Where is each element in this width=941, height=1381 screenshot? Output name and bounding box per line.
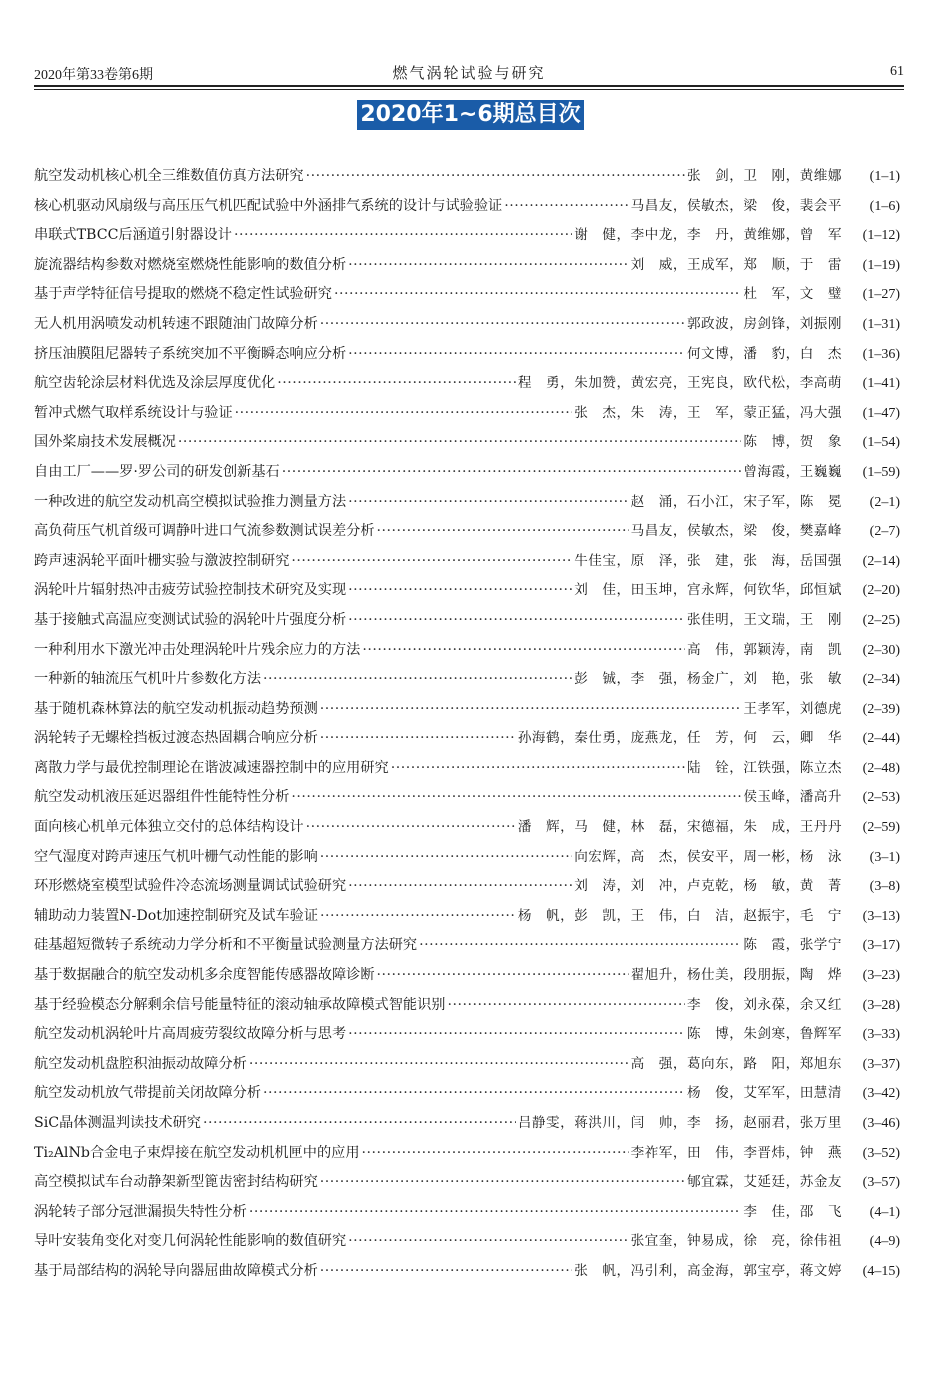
entry-title: 基于数据融合的航空发动机多余度智能传感器故障诊断 [34,967,375,984]
entry-authors: 杨 帆，彭 凯，王 伟，白 洁，赵振宇，毛 宁 [517,907,842,924]
entry-title: 基于声学特征信号提取的燃烧不稳定性试验研究 [34,286,332,303]
entry-title: 串联式TBCC后涵道引射器设计 [34,227,232,244]
entry-authors: 程 勇，朱加赞，黄宏亮，王宪良，欧代松，李高萌 [517,375,842,392]
dot-leader [306,819,516,835]
dot-leader [249,1204,742,1220]
dot-leader [291,553,572,569]
entry-authors: 郇宜霖，艾延廷，苏金友 [686,1174,842,1191]
table-of-contents [34,164,900,1289]
toc-entry [34,1052,900,1082]
entry-page: (2–1) [869,494,900,510]
entry-authors: 张 杰，朱 涛，王 军，蒙正猛，冯大强 [574,404,842,421]
entry-authors: 刘 涛，刘 冲，卢克乾，杨 敏，黄 菁 [574,878,842,895]
toc-entry [34,1141,900,1171]
toc-entry [34,697,900,727]
entry-authors: 赵 涌，石小江，宋子军，陈 冕 [630,493,842,510]
entry-title: 暂冲式燃气取样系统设计与验证 [34,404,233,421]
toc-entry [34,638,900,668]
entry-authors: 陆 铨，江铁强，陈立杰 [686,759,842,776]
dot-leader [504,198,628,214]
toc-entry [34,756,900,786]
title-block [0,100,941,130]
entry-title: 一种改进的航空发动机高空模拟试验推力测量方法 [34,493,347,510]
entry-title: 基于接触式高温应变测试试验的涡轮叶片强度分析 [34,611,347,628]
entry-title: 航空齿轮涂层材料优选及涂层厚度优化 [34,375,276,392]
toc-entry [34,312,900,342]
dot-leader [419,937,741,953]
entry-page: (1–41) [862,376,900,392]
running-header [34,62,904,84]
entry-page: (3–33) [862,1027,900,1043]
journal-name: 燃气涡轮试验与研究 [392,64,546,82]
toc-entry [34,371,900,401]
dot-leader [348,582,572,598]
dot-leader [334,286,741,302]
entry-authors: 张 剑，卫 刚，黄维娜 [686,168,842,184]
toc-entry [34,726,900,756]
dot-leader [320,849,572,865]
entry-authors: 彭 铖，李 强，杨金广，刘 艳，张 敏 [574,671,842,688]
entry-title: 挤压油膜阻尼器转子系统突加不平衡瞬态响应分析 [34,345,347,362]
dot-leader [362,1145,629,1161]
entry-title: 航空发动机涡轮叶片高周疲劳裂纹故障分析与思考 [34,1026,347,1043]
entry-page: (1–47) [862,405,900,421]
entry-title: Ti₂AlNb合金电子束焊接在航空发动机机匣中的应用 [34,1144,360,1161]
toc-entry [34,194,900,224]
dot-leader [348,346,685,362]
dot-leader [447,997,685,1013]
entry-page: (2–34) [862,672,900,688]
entry-page: (3–1) [869,849,900,865]
dot-leader [348,1026,685,1042]
entry-authors: 陈 博，贺 象 [743,434,842,451]
entry-title: 航空发动机盘腔积油振动故障分析 [34,1055,247,1072]
toc-entry [34,815,900,845]
toc-entry [34,1111,900,1141]
entry-authors: 孙海鹤，秦仕勇，庞燕龙，任 芳，何 云，卿 华 [517,730,842,747]
entry-title: 国外桨扇技术发展概况 [34,434,176,451]
entry-authors: 侯玉峰，潘高升 [743,789,842,806]
toc-entry [34,845,900,875]
entry-title: 无人机用涡喷发动机转速不跟随油门故障分析 [34,315,318,332]
entry-title: 基于局部结构的涡轮导向器屈曲故障模式分析 [34,1262,318,1279]
entry-authors: 张 帆，冯引利，高金海，郭宝亭，蒋文婷 [574,1262,842,1279]
entry-page: (2–53) [862,790,900,806]
entry-page: (1–36) [862,346,900,362]
dot-leader [263,1085,685,1101]
dot-leader [377,523,629,539]
entry-page: (1–27) [862,287,900,303]
entry-authors: 王孝军，刘德虎 [743,700,842,717]
dot-leader [291,789,741,805]
toc-entry [34,460,900,490]
entry-page: (4–1) [869,1204,900,1220]
entry-title: 基于随机森林算法的航空发动机振动趋势预测 [34,700,318,717]
dot-leader [320,1174,685,1190]
entry-page: (3–17) [862,938,900,954]
dot-leader [348,257,628,273]
entry-authors: 马昌友，侯敏杰，梁 俊，裴会平 [630,197,842,214]
toc-entry [34,904,900,934]
entry-authors: 张宜奎，钟易成，徐 亮，徐伟祖 [630,1233,842,1250]
dot-leader [306,168,685,184]
entry-authors: 郭政波，房剑锋，刘振刚 [686,315,842,332]
entry-page: (4–9) [869,1234,900,1250]
entry-title: 自由工厂——罗·罗公司的研发创新基石 [34,463,280,480]
entry-authors: 陈 霞，张学宁 [743,937,842,954]
entry-title: 一种利用水下激光冲击处理涡轮叶片残余应力的方法 [34,641,361,658]
entry-authors: 杜 军，文 璧 [743,286,842,303]
entry-title: 旋流器结构参数对燃烧室燃烧性能影响的数值分析 [34,256,347,273]
entry-authors: 李 佳，邵 飞 [743,1203,842,1220]
toc-entry [34,578,900,608]
page-title: 2020年1~6期总目次 [357,100,583,130]
dot-leader [282,464,742,480]
entry-page: (1–54) [862,435,900,451]
dot-leader [348,612,685,628]
dot-leader [348,1233,628,1249]
dot-leader [377,967,629,983]
entry-title: 高负荷压气机首级可调静叶进口气流参数测试误差分析 [34,523,375,540]
toc-entry [34,667,900,697]
entry-page: (3–52) [862,1145,900,1161]
toc-entry [34,164,900,194]
entry-authors: 谢 健，李中龙，李 丹，黄维娜，曾 军 [574,227,842,244]
entry-page: (2–7) [869,524,900,540]
dot-leader [320,316,685,332]
dot-leader [178,434,741,450]
entry-title: 涡轮转子部分冠泄漏损失特性分析 [34,1203,247,1220]
toc-entry [34,874,900,904]
entry-page: (3–23) [862,968,900,984]
entry-page: (1–59) [862,464,900,480]
entry-title: 面向核心机单元体独立交付的总体结构设计 [34,819,304,836]
toc-entry [34,608,900,638]
entry-authors: 李祚军，田 伟，李晋炜，钟 燕 [630,1144,842,1161]
toc-entry [34,933,900,963]
entry-page: (1–6) [869,198,900,214]
entry-authors: 刘 佳，田玉坤，宫永辉，何钦华，邱恒斌 [574,582,842,599]
entry-title: 硅基超短微转子系统动力学分析和不平衡量试验测量方法研究 [34,937,418,954]
entry-authors: 潘 辉，马 健，林 磊，宋德福，朱 成，王丹丹 [517,819,842,836]
entry-page: (1–31) [862,316,900,332]
toc-entry [34,1200,900,1230]
dot-leader [362,642,685,658]
entry-title: 辅助动力装置N-Dot加速控制研究及试车验证 [34,907,319,924]
entry-page: (3–28) [862,997,900,1013]
entry-authors: 陈 博，朱剑寒，鲁辉军 [686,1026,842,1043]
entry-title: 环形燃烧室模型试验件冷态流场测量调试试验研究 [34,878,347,895]
entry-page: (2–59) [862,820,900,836]
entry-page: (2–25) [862,612,900,628]
entry-page: (2–39) [862,701,900,717]
toc-entry [34,1022,900,1052]
entry-page: (1–1) [869,169,900,184]
entry-authors: 张佳明，王文瑞，王 刚 [686,611,842,628]
toc-entry [34,549,900,579]
dot-leader [263,671,572,687]
toc-entry [34,401,900,431]
entry-page: (2–20) [862,583,900,599]
toc-entry [34,342,900,372]
entry-page: (2–44) [862,731,900,747]
toc-entry [34,1081,900,1111]
entry-title: 航空发动机放气带提前关闭故障分析 [34,1085,262,1102]
entry-authors: 高 强，葛向东，路 阳，郑旭东 [630,1055,842,1072]
dot-leader [320,730,516,746]
dot-leader [320,1263,572,1279]
entry-authors: 翟旭升，杨仕美，段朋振，陶 烨 [630,967,842,984]
entry-title: 涡轮转子无螺栓挡板过渡态热固耦合响应分析 [34,730,318,747]
entry-page: (3–13) [862,908,900,924]
dot-leader [348,494,628,510]
dot-leader [320,908,516,924]
dot-leader [277,375,516,391]
toc-entry [34,253,900,283]
dot-leader [348,878,572,894]
toc-entry [34,490,900,520]
entry-authors: 曾海霞，王巍巍 [743,463,842,480]
entry-page: (4–15) [862,1263,900,1279]
entry-page: (3–46) [862,1116,900,1131]
entry-authors: 吕静雯，蒋洪川，闫 帅，李 扬，赵丽君，张万里 [517,1115,842,1131]
entry-authors: 李 俊，刘永葆，余又红 [686,996,842,1013]
dot-leader [234,227,572,243]
entry-title: 基于经验模态分解剩余信号能量特征的滚动轴承故障模式智能识别 [34,996,446,1013]
entry-authors: 马昌友，侯敏杰，梁 俊，樊嘉峰 [630,523,842,540]
entry-page: (3–8) [869,879,900,895]
toc-entry [34,1259,900,1289]
dot-leader [203,1115,516,1131]
toc-entry [34,223,900,253]
entry-page: (1–12) [862,228,900,244]
entry-page: (2–48) [862,760,900,776]
page-number: 61 [890,64,904,79]
entry-authors: 刘 威，王成军，郑 顺，于 雷 [630,256,842,273]
entry-title: 航空发动机液压延迟器组件性能特性分析 [34,789,290,806]
entry-title: 涡轮叶片辐射热冲击疲劳试验控制技术研究及实现 [34,582,347,599]
entry-title: 核心机驱动风扇级与高压压气机匹配试验中外涵排气系统的设计与试验验证 [34,197,503,214]
entry-authors: 高 伟，郭颖涛，南 凯 [686,641,842,658]
entry-title: SiC晶体测温判读技术研究 [34,1115,201,1131]
entry-title: 一种新的轴流压气机叶片参数化方法 [34,671,262,688]
entry-page: (3–57) [862,1175,900,1191]
entry-title: 航空发动机核心机全三维数值仿真方法研究 [34,168,304,184]
entry-title: 跨声速涡轮平面叶栅实验与激波控制研究 [34,552,290,569]
entry-title: 空气湿度对跨声速压气机叶栅气动性能的影响 [34,848,318,865]
toc-entry [34,963,900,993]
dot-leader [249,1056,629,1072]
entry-authors: 杨 俊，艾军军，田慧清 [686,1085,842,1102]
entry-page: (1–19) [862,257,900,273]
entry-page: (3–37) [862,1056,900,1072]
dot-leader [235,405,573,421]
issue-label: 2020年第33卷第6期 [34,68,153,83]
dot-leader [320,701,742,717]
header-rule-thick [34,85,904,87]
toc-entry [34,519,900,549]
header-rule-thin [34,89,904,90]
toc-entry [34,430,900,460]
entry-authors: 何文博，潘 豹，白 杰 [686,345,842,362]
entry-page: (2–14) [862,553,900,569]
entry-authors: 牛佳宝，原 泽，张 建，张 海，岳国强 [574,552,842,569]
toc-entry [34,1170,900,1200]
toc-entry [34,785,900,815]
entry-title: 离散力学与最优控制理论在谐波减速器控制中的应用研究 [34,759,389,776]
toc-entry [34,993,900,1023]
entry-authors: 向宏辉，高 杰，侯安平，周一彬，杨 泳 [574,848,842,865]
entry-page: (3–42) [862,1086,900,1102]
toc-entry [34,282,900,312]
entry-title: 导叶安装角变化对变几何涡轮性能影响的数值研究 [34,1233,347,1250]
dot-leader [391,760,685,776]
toc-entry [34,1229,900,1259]
entry-title: 高空模拟试车台动静架新型篦齿密封结构研究 [34,1174,318,1191]
entry-page: (2–30) [862,642,900,658]
